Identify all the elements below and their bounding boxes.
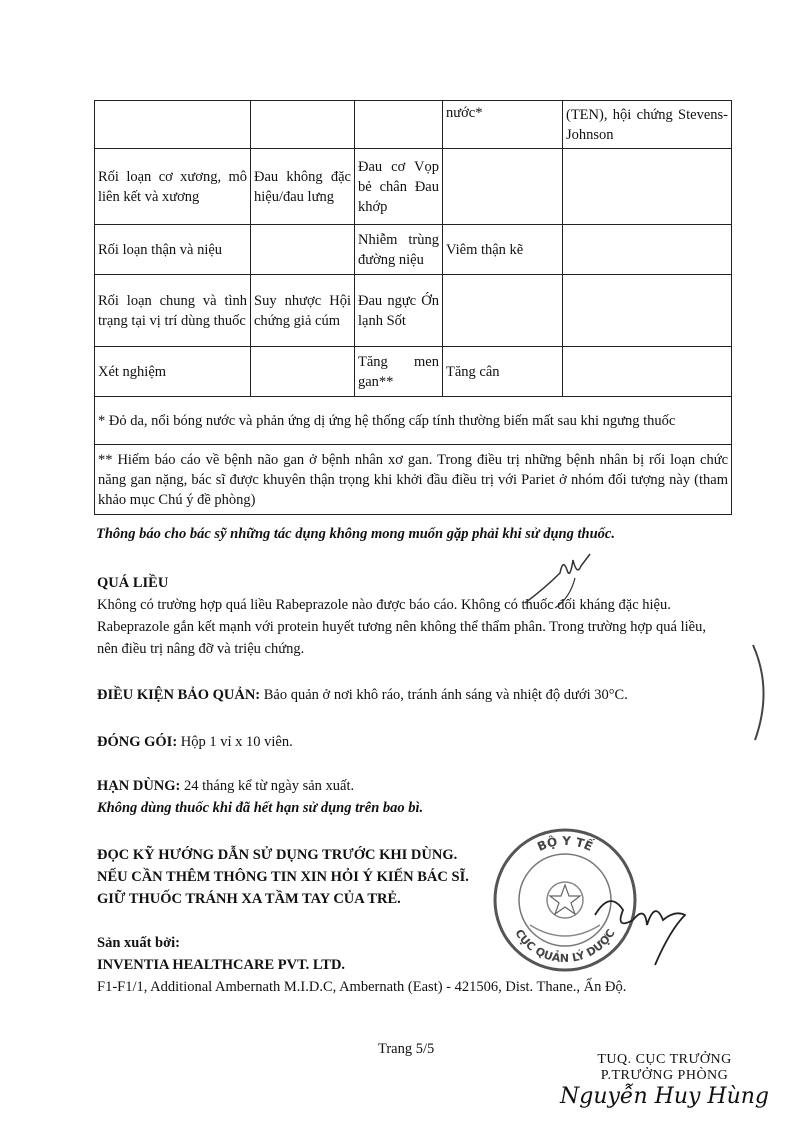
warning-line: ĐỌC KỸ HƯỚNG DẪN SỬ DỤNG TRƯỚC KHI DÙNG. (97, 847, 458, 863)
expiry-section (97, 775, 717, 819)
adverse-reactions-table (94, 100, 732, 515)
table-cell: Đau ngực Ớn lạnh Sốt (355, 275, 443, 347)
table-cell: (TEN), hội chứng Stevens-Johnson (563, 101, 732, 149)
table-cell: Đau không đặc hiệu/đau lưng (251, 149, 355, 225)
storage-section (97, 684, 717, 706)
stamp-bottom-text: CỤC QUẢN LÝ DƯỢC (512, 926, 618, 966)
manufacturer-label: Sản xuất bởi: (97, 935, 180, 951)
table-footnote-2: ** Hiếm báo cáo về bệnh não gan ở bệnh nhân xơ gan. Trong điều trị những bệnh nhân bị rối loạn chức năng gan nặng, bác sĩ được khuyên thận trọng khi khởi đầu điều trị với Pariet ở nhóm đối tượng này (tham khảo mục Chú ý đề phòng) (95, 445, 732, 515)
table-cell: Viêm thận kẽ (443, 225, 563, 275)
report-caption: Thông báo cho bác sỹ những tác dụng không mong muốn gặp phải khi sử dụng thuốc. (96, 526, 615, 542)
table-cell: Tăng men gan** (355, 347, 443, 397)
storage-text: Bảo quản ở nơi khô ráo, tránh ánh sáng và nhiệt độ dưới 30°C. (263, 687, 628, 703)
expiry-text: 24 tháng kể từ ngày sản xuất. (184, 778, 355, 794)
signatory-name: Nguyễn Huy Hùng (560, 1084, 770, 1109)
table-cell (563, 149, 732, 225)
table-cell: Đau cơ Vọp bẻ chân Đau khớp (355, 149, 443, 225)
warning-line: GIỮ THUỐC TRÁNH XA TẦM TAY CỦA TRẺ. (97, 891, 401, 907)
svg-text:BỘ Y TẾ (535, 834, 596, 855)
table-cell (563, 347, 732, 397)
table-cell (251, 101, 355, 149)
table-cell (95, 101, 251, 149)
table-cell: nước* (443, 101, 563, 149)
table-cell (443, 149, 563, 225)
table-cell: Suy nhược Hội chứng giả cúm (251, 275, 355, 347)
table-row (95, 149, 732, 225)
expiry-label: HẠN DÙNG: (97, 778, 181, 794)
expiry-warning: Không dùng thuốc khi đã hết hạn sử dụng trên bao bì. (97, 800, 424, 816)
table-cell (251, 347, 355, 397)
table-cell: Rối loạn cơ xương, mô liên kết và xương (95, 149, 251, 225)
table-row (95, 397, 732, 445)
stamp-top-text: BỘ Y TẾ (535, 833, 595, 854)
table-cell (563, 225, 732, 275)
table-cell: Xét nghiệm (95, 347, 251, 397)
table-row (95, 275, 732, 347)
table-cell (355, 101, 443, 149)
table-row (95, 445, 732, 515)
table-cell (443, 275, 563, 347)
storage-label: ĐIỀU KIỆN BẢO QUẢN: (97, 687, 261, 703)
table-cell: Rối loạn chung và tình trạng tại vị trí dùng thuốc (95, 275, 251, 347)
warning-line: NẾU CẦN THÊM THÔNG TIN XIN HỎI Ý KIẾN BÁC SĨ. (97, 869, 469, 885)
table-row (95, 101, 732, 149)
manufacturer-address: F1-F1/1, Additional Ambernath M.I.D.C, Ambernath (East) - 421506, Dist. Thane., Ấn Độ. (97, 979, 627, 995)
table-row (95, 225, 732, 275)
packing-label: ĐÓNG GÓI: (97, 734, 178, 750)
margin-mark (745, 640, 775, 750)
table-footnote-1: * Đỏ da, nổi bóng nước và phản ứng dị ứng hệ thống cấp tính thường biến mất sau khi ngưng thuốc (95, 397, 732, 445)
table-row (95, 347, 732, 397)
overdose-section (97, 572, 717, 660)
packing-text: Hộp 1 vỉ x 10 viên. (180, 734, 293, 750)
signature-scribble (585, 870, 695, 970)
table-cell (563, 275, 732, 347)
overdose-text: Không có trường hợp quá liều Rabeprazole nào được báo cáo. Không có thuốc đối kháng đặc hiệu. Rabeprazole gắn kết mạnh với protein huyết tương nên không thể thẩm phân. Trong trường hợp quá liều, nên điều trị nâng đỡ và triệu chứng. (97, 597, 706, 657)
signature-block (560, 1052, 769, 1109)
manufacturer-name: INVENTIA HEALTHCARE PVT. LTD. (97, 957, 346, 973)
page-number: Trang 5/5 (378, 1041, 435, 1057)
signature-title: TUQ. CỤC TRƯỞNG (597, 1052, 732, 1067)
handwritten-mark (515, 548, 615, 618)
signature-subtitle: P.TRƯỞNG PHÒNG (600, 1068, 729, 1083)
table-cell: Rối loạn thận và niệu (95, 225, 251, 275)
table-cell: Nhiễm trùng đường niệu (355, 225, 443, 275)
overdose-heading: QUÁ LIỀU (97, 575, 169, 591)
table-cell (251, 225, 355, 275)
packing-section (97, 731, 717, 753)
table-cell: Tăng cân (443, 347, 563, 397)
